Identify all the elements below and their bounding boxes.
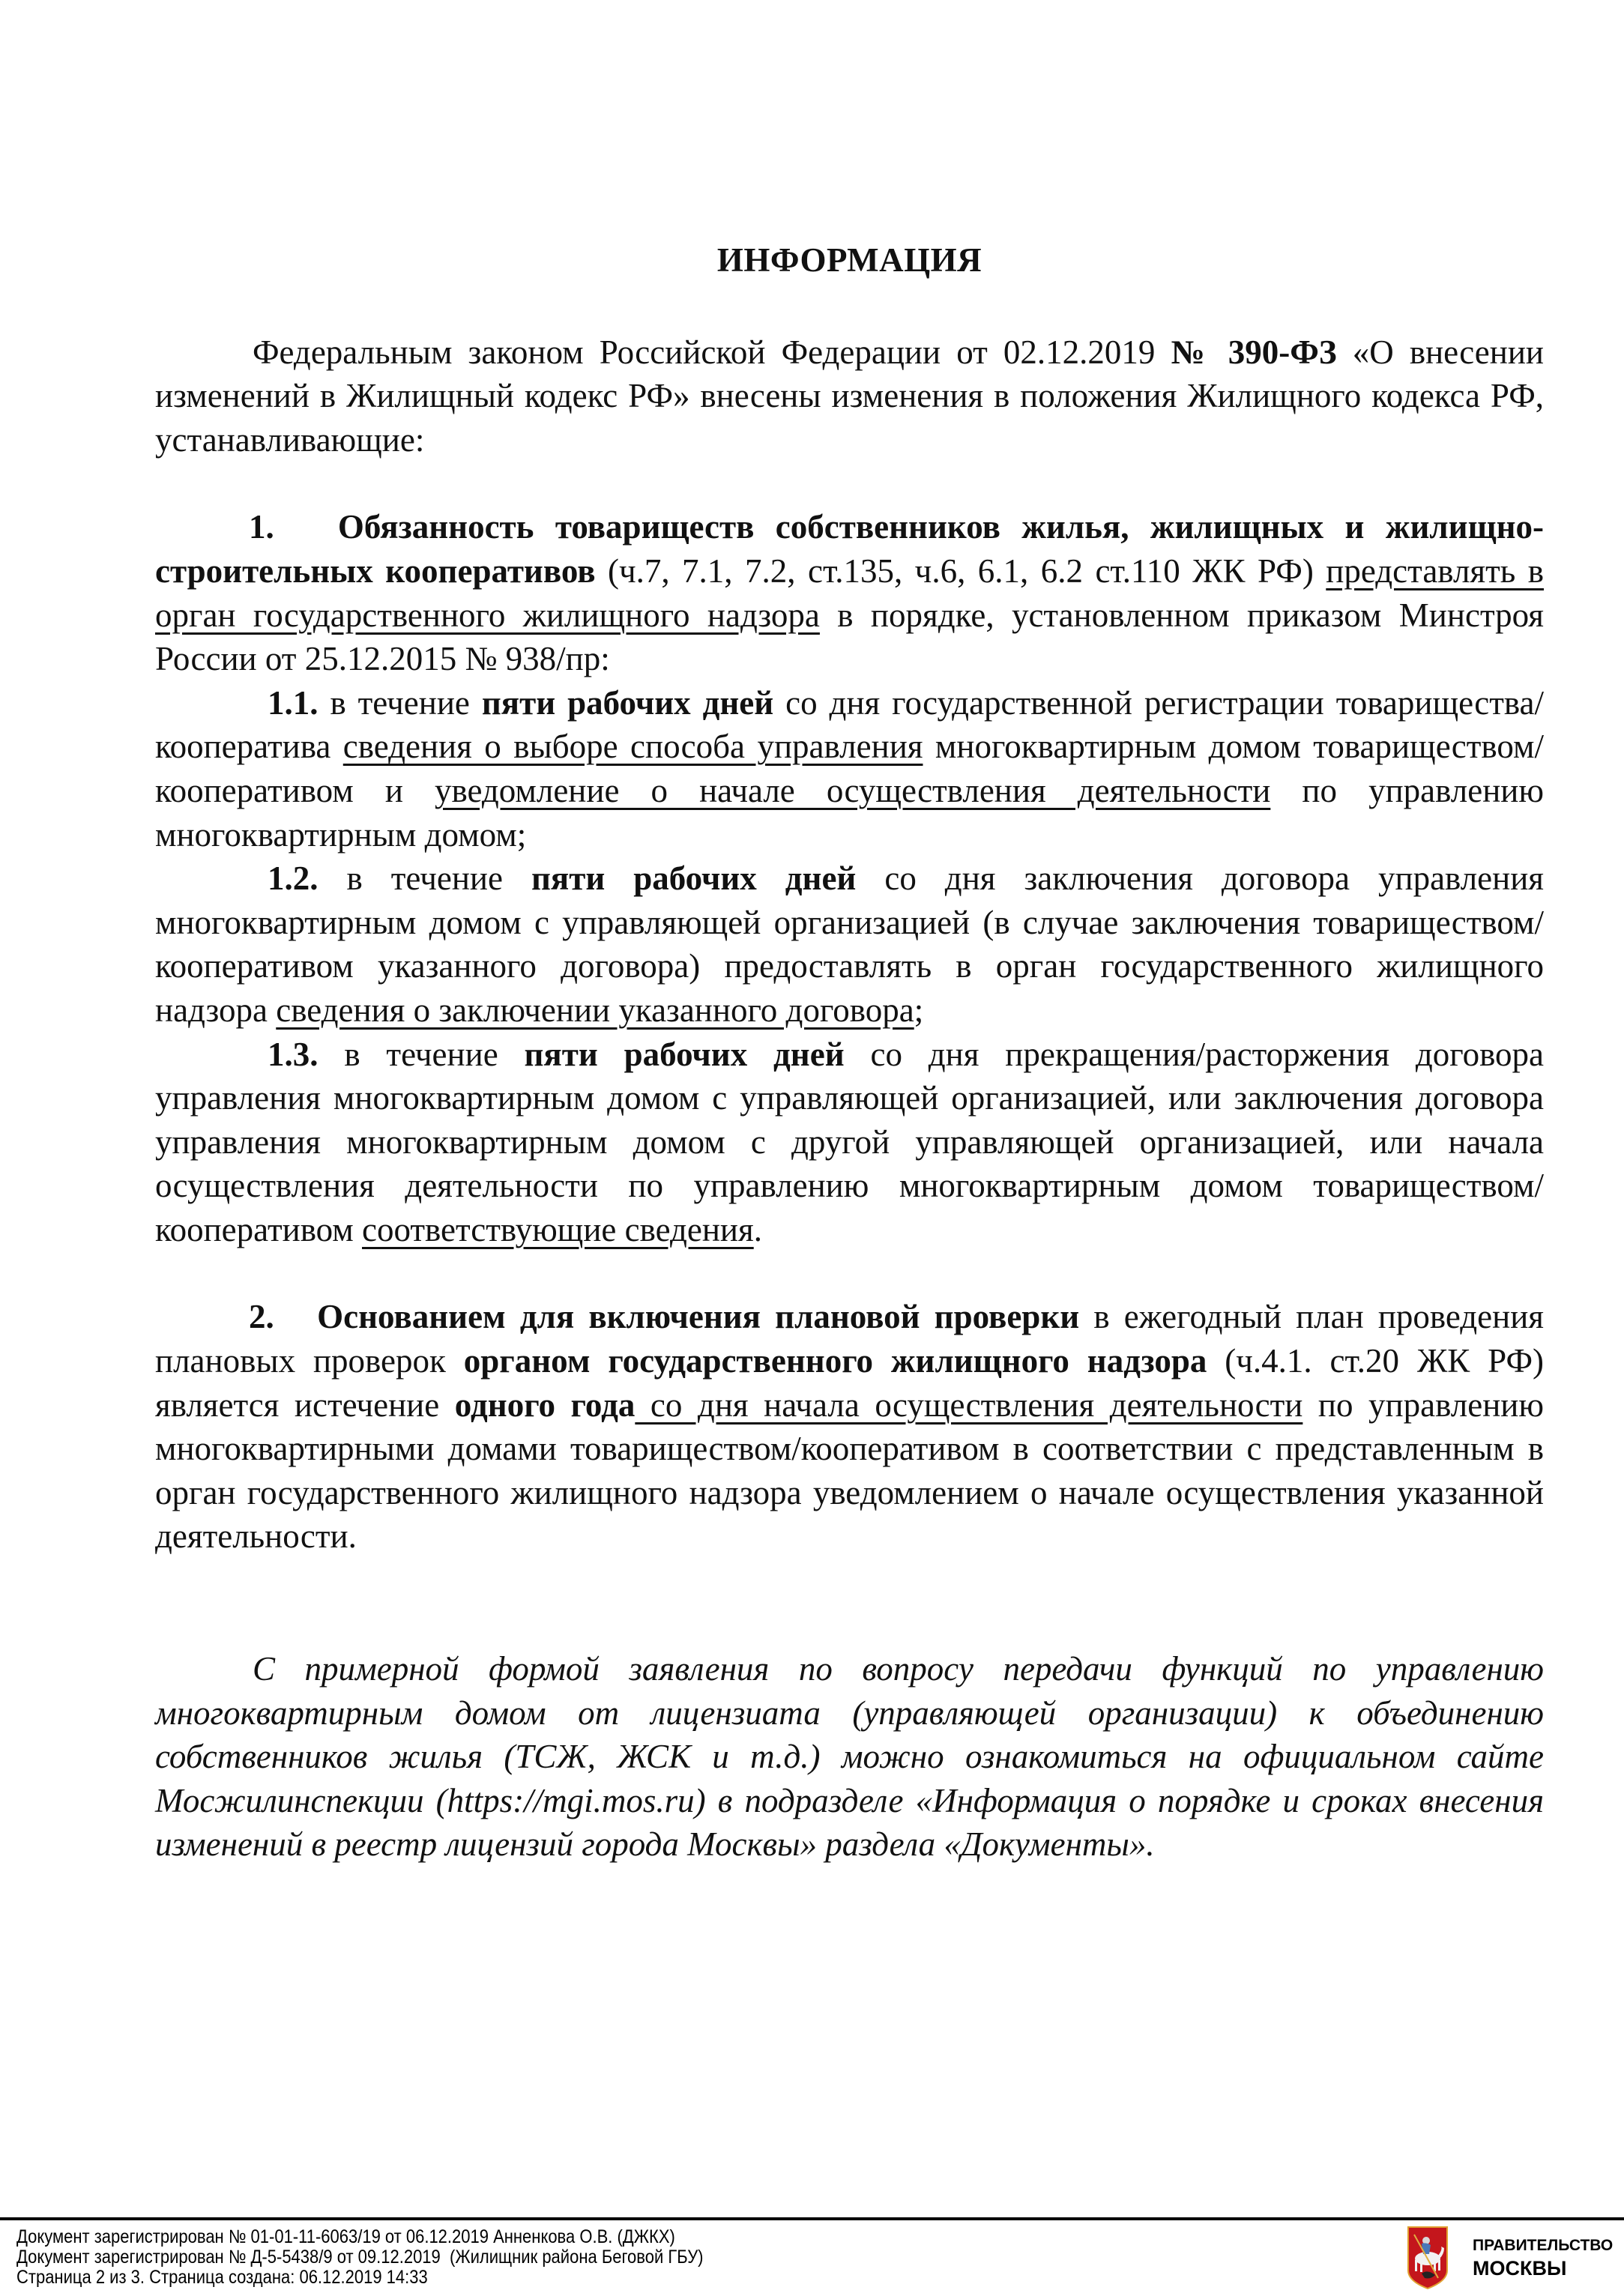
- intro-paragraph: [155, 330, 1544, 462]
- bold-deadline: пяти рабочих дней: [481, 683, 774, 722]
- subsection-number: 1.2.: [268, 860, 319, 898]
- underlined-text: со дня начала осуществления деятельности: [635, 1386, 1303, 1424]
- text: ;: [914, 991, 924, 1029]
- text: многоквартирным домом товариществом/кооперативом и: [155, 728, 1544, 809]
- bold-text: одного года: [454, 1386, 636, 1424]
- section-number: 2.: [249, 1298, 274, 1336]
- text: по управлению многоквартирными домами товариществом/кооперативом в соответствии с представленным в орган государственного жилищного надзора уведомлением о начале осуществления указанной деятельности.: [155, 1386, 1544, 1556]
- underlined-text: сведения о заключении указанного договора: [276, 991, 914, 1029]
- logo-text: [1473, 2235, 1613, 2280]
- law-number: № 390-ФЗ: [1171, 333, 1337, 371]
- moscow-government-logo: [1405, 2224, 1613, 2290]
- intro-text: Федеральным законом Российской Федерации от 02.12.2019: [253, 333, 1171, 371]
- text: со дня заключения договора управления многоквартирным домом с управляющей организацией (в случае заключения товариществом/кооперативом указанного договора) предоставлять в орган государственного жилищного надзора: [155, 860, 1544, 1029]
- bold-deadline: пяти рабочих дней: [531, 860, 857, 898]
- text: со дня государственной регистрации товарищества/кооператива: [155, 683, 1544, 766]
- section-1-rest: в порядке, установленном приказом Минстроя России от 25.12.2015 № 938/пр:: [155, 596, 1544, 678]
- underlined-text: уведомление о начале осуществления деятельности: [434, 771, 1271, 809]
- subsection-number: 1.1.: [268, 683, 319, 722]
- text: .: [753, 1210, 762, 1248]
- bold-deadline: пяти рабочих дней: [524, 1035, 845, 1073]
- underlined-text: соответствующие сведения: [362, 1210, 754, 1248]
- section-2: [155, 1295, 1544, 1559]
- registration-line-2: Документ зарегистрирован № Д-5-5438/9 от 09.12.2019 (Жилищник района Беговой ГБУ): [16, 2247, 704, 2268]
- text: в течение: [318, 860, 531, 898]
- text: в ежегодный план проведения плановых проверок: [155, 1298, 1545, 1380]
- text: в течение: [318, 1035, 525, 1073]
- document-title: ИНФОРМАЦИЯ: [716, 241, 982, 279]
- logo-line-2: МОСКВЫ: [1473, 2257, 1567, 2280]
- text: со дня прекращения/расторжения договора управления многоквартирным домом с управляющей организацией, или заключения договора управления многоквартирным домом с другой управляющей организацией, или начала осуществления деятельности по управлению многоквартирным домом товариществом/кооперативом: [155, 1035, 1544, 1248]
- registration-footer: [16, 2227, 703, 2288]
- text: в течение: [318, 683, 482, 722]
- section-1: [155, 505, 1544, 680]
- text: (ч.4.1. ст.20 ЖК РФ) является истечение: [155, 1342, 1544, 1424]
- document-body: [155, 238, 1544, 1867]
- section-number: 1.: [249, 508, 274, 546]
- logo-line-1: ПРАВИТЕЛЬСТВО: [1473, 2237, 1614, 2254]
- subsection-1-2: [155, 857, 1544, 1032]
- registration-line-1: Документ зарегистрирован № 01-01-11-6063/19 от 06.12.2019 Анненкова О.В. (ДЖКХ): [16, 2226, 675, 2247]
- subsection-1-1: [155, 681, 1544, 857]
- moscow-coat-of-arms-icon: [1405, 2224, 1450, 2290]
- page-info: Страница 2 из 3. Страница создана: 06.12.2019 14:33: [16, 2267, 428, 2288]
- underlined-text: представлять в орган государственного жилищного надзора: [155, 552, 1545, 634]
- underlined-text: сведения о выборе способа управления: [342, 728, 923, 766]
- intro-text-rest: «О внесении изменений в Жилищный кодекс РФ» внесены изменения в положения Жилищного кодекса РФ, устанавливающие:: [155, 333, 1544, 459]
- bold-text: органом государственного жилищного надзора: [463, 1342, 1207, 1380]
- section-2-heading: Основанием для включения плановой проверки: [317, 1298, 1080, 1336]
- italic-note: С примерной формой заявления по вопросу передачи функций по управлению многоквартирным домом от лицензиата (управляющей организации) к объединению собственников жилья (ТСЖ, ЖСК и т.д.) можно ознакомиться на официальном сайте Мосжилинспекции (https://mgi.mos.ru) в подразделе «Информация о порядке и сроках внесения изменений в реестр лицензий города Москвы» раздела «Документы».: [155, 1650, 1544, 1864]
- subsection-1-3: [155, 1033, 1544, 1252]
- law-references: (ч.7, 7.1, 7.2, ст.135, ч.6, 6.1, 6.2 ст.110 ЖК РФ): [595, 552, 1326, 590]
- footer-divider: [0, 2217, 1624, 2220]
- text: по управлению многоквартирным домом;: [155, 771, 1544, 854]
- section-1-heading: Обязанность товариществ собственников жилья, жилищных и жилищно-строительных кооперативов: [155, 508, 1545, 590]
- subsection-number: 1.3.: [268, 1035, 319, 1073]
